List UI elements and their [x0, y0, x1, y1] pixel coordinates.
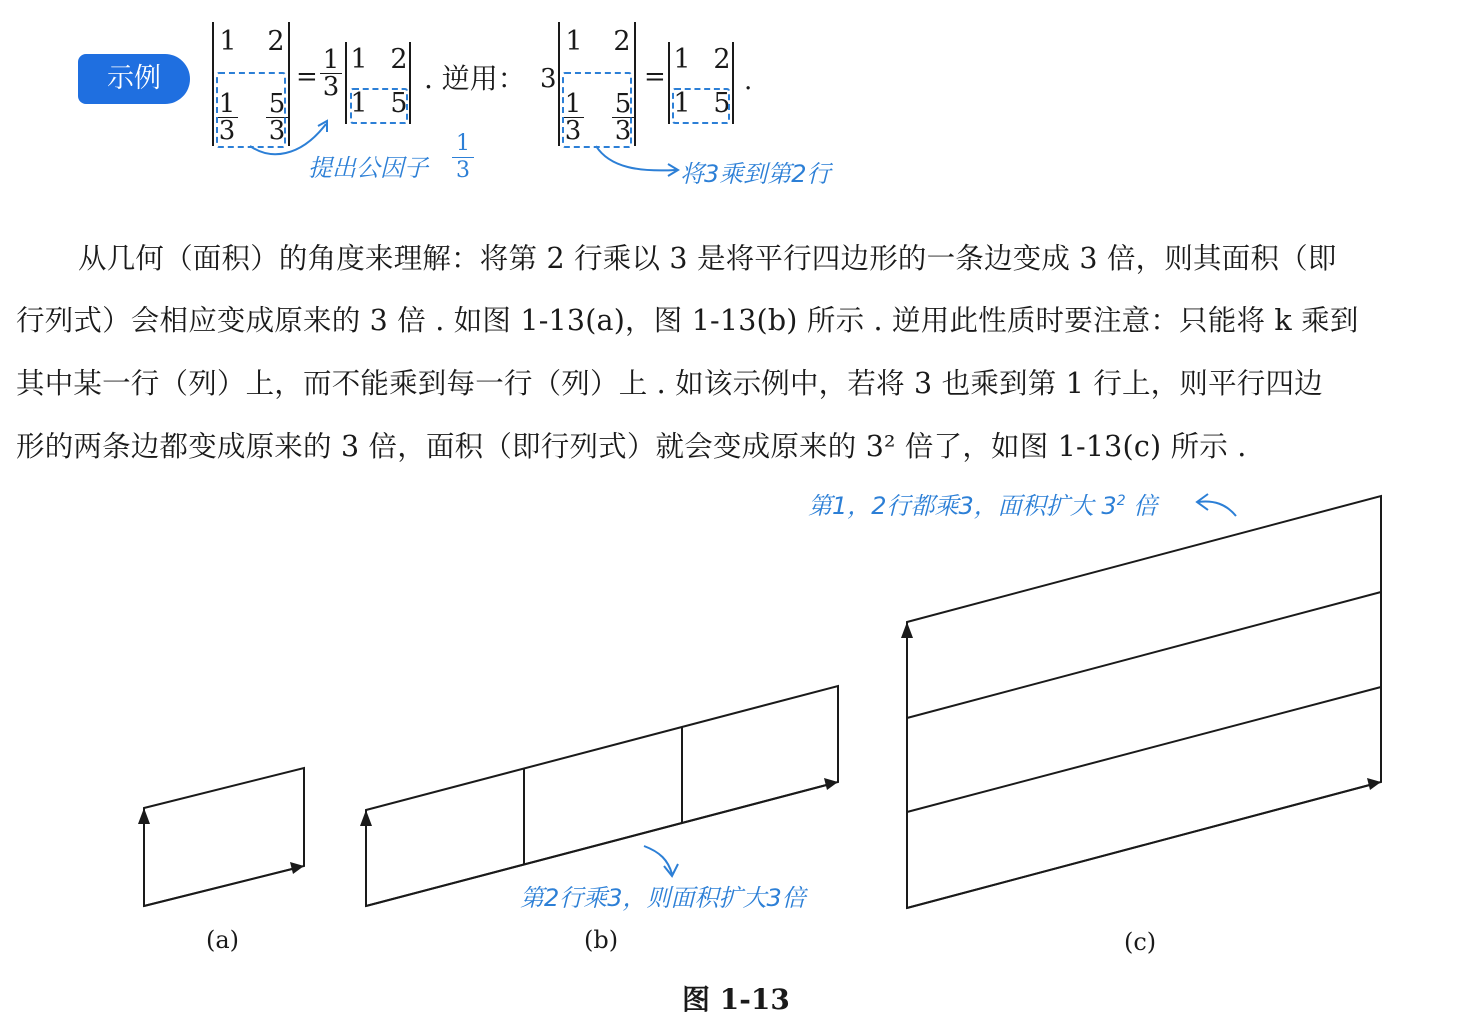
arrowhead — [290, 862, 304, 874]
paragraph-line: 从几何（面积）的角度来理解：将第 2 行乘以 3 是将平行四边形的一条边变成 3 倍，则其面积（即 — [78, 242, 1337, 275]
parallelogram-c — [907, 496, 1381, 908]
divider-c — [907, 687, 1381, 812]
det-fraction: 1 3 — [562, 92, 584, 143]
vector-c-right — [907, 783, 1377, 908]
det-cell: 1 — [565, 26, 583, 57]
det-cell: 1 — [350, 88, 368, 119]
det-fraction: 1 3 — [216, 92, 238, 143]
arrowhead — [824, 778, 838, 790]
det-fraction: 5 3 — [612, 92, 634, 143]
end-dot: . — [744, 66, 753, 96]
arrowhead — [138, 808, 150, 824]
paragraph-line: 形的两条边都变成原来的 3 倍，面积（即行列式）就会变成原来的 3² 倍了，如图 1-13(c) 所示 . — [16, 430, 1247, 463]
vector-a-right — [144, 867, 300, 906]
note-b: 第2行乘3，则面积扩大3倍 — [520, 884, 806, 912]
note-c — [808, 486, 1157, 521]
coefficient-fraction: 1 3 — [320, 48, 342, 99]
det-cell: 5 — [390, 88, 408, 119]
det-cell: 2 — [613, 26, 631, 57]
paragraph-line: 其中某一行（列）上，而不能乘到每一行（列）上 . 如该示例中，若将 3 也乘到第 1 行上，则平行四边 — [16, 367, 1323, 400]
figure-title: 图 1-13 — [682, 983, 790, 1016]
caption-c: (c) — [1124, 928, 1157, 956]
note-multiply-row: 将3乘到第2行 — [680, 160, 831, 188]
note-c-exponent: 2 — [1116, 493, 1126, 509]
det-cell: 5 — [713, 88, 731, 119]
det-cell: 1 — [673, 88, 691, 119]
caption-b: (b) — [584, 926, 619, 954]
lead-coefficient: 3 — [540, 64, 557, 94]
equals-sign: = — [296, 62, 318, 92]
det-cell: 2 — [713, 44, 731, 75]
divider-c — [907, 592, 1381, 718]
det-cell: 2 — [390, 44, 408, 75]
reverse-label: . 逆用： — [424, 62, 526, 95]
equals-sign: = — [644, 62, 666, 92]
paragraph-line: 行列式）会相应变成原来的 3 倍 . 如图 1-13(a)，图 1-13(b) 所示 . 逆用此性质时要注意：只能将 k 乘到 — [16, 304, 1359, 337]
note-c-text: 第1，2行都乘3，面积扩大 3 — [808, 492, 1117, 520]
note-extract-factor: 提出公因子 — [308, 154, 428, 182]
arrowhead — [1367, 778, 1381, 790]
arrowhead — [901, 622, 913, 638]
arrowhead — [360, 810, 372, 826]
det-cell: 1 — [350, 44, 368, 75]
det-cell: 1 — [673, 44, 691, 75]
note-c-arrow — [1198, 502, 1236, 516]
caption-a: (a) — [206, 926, 240, 954]
det-fraction: 5 3 — [266, 92, 288, 143]
parallelogram-b — [366, 686, 838, 906]
det-cell: 2 — [267, 26, 285, 57]
example-badge: 示例 — [78, 54, 190, 104]
det-cell: 1 — [219, 26, 237, 57]
note-c-suffix: 倍 — [1125, 492, 1158, 520]
note-fraction: 1 3 — [452, 132, 474, 183]
